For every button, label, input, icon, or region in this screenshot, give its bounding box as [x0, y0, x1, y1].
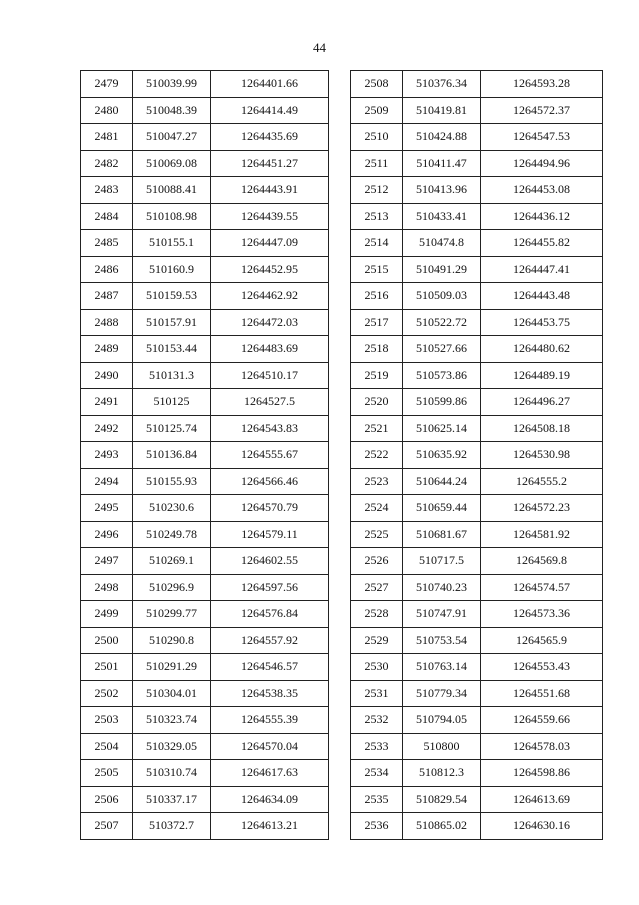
table-row	[81, 150, 329, 177]
y-coordinate-cell: 1264546.57	[211, 654, 329, 681]
point-number-cell: 2494	[81, 468, 133, 495]
table-row	[81, 521, 329, 548]
point-number-cell: 2516	[351, 283, 403, 310]
table-row	[351, 707, 603, 734]
x-coordinate-cell: 510599.86	[403, 389, 481, 416]
point-number-cell: 2484	[81, 203, 133, 230]
table-row	[351, 336, 603, 363]
y-coordinate-cell: 1264508.18	[481, 415, 603, 442]
table-row	[81, 760, 329, 787]
x-coordinate-cell: 510155.1	[133, 230, 211, 257]
y-coordinate-cell: 1264447.09	[211, 230, 329, 257]
point-number-cell: 2524	[351, 495, 403, 522]
table-row	[81, 574, 329, 601]
point-number-cell: 2506	[81, 786, 133, 813]
point-number-cell: 2498	[81, 574, 133, 601]
y-coordinate-cell: 1264630.16	[481, 813, 603, 840]
table-row	[351, 495, 603, 522]
y-coordinate-cell: 1264527.5	[211, 389, 329, 416]
y-coordinate-cell: 1264570.79	[211, 495, 329, 522]
point-number-cell: 2535	[351, 786, 403, 813]
x-coordinate-cell: 510865.02	[403, 813, 481, 840]
x-coordinate-cell: 510794.05	[403, 707, 481, 734]
point-number-cell: 2507	[81, 813, 133, 840]
table-row	[81, 468, 329, 495]
y-coordinate-cell: 1264443.91	[211, 177, 329, 204]
x-coordinate-cell: 510763.14	[403, 654, 481, 681]
y-coordinate-cell: 1264613.21	[211, 813, 329, 840]
y-coordinate-cell: 1264543.83	[211, 415, 329, 442]
y-coordinate-cell: 1264569.8	[481, 548, 603, 575]
y-coordinate-cell: 1264530.98	[481, 442, 603, 469]
y-coordinate-cell: 1264483.69	[211, 336, 329, 363]
point-number-cell: 2493	[81, 442, 133, 469]
y-coordinate-cell: 1264439.55	[211, 203, 329, 230]
y-coordinate-cell: 1264557.92	[211, 627, 329, 654]
x-coordinate-cell: 510290.8	[133, 627, 211, 654]
point-number-cell: 2505	[81, 760, 133, 787]
point-number-cell: 2480	[81, 97, 133, 124]
y-coordinate-cell: 1264453.08	[481, 177, 603, 204]
table-row	[351, 574, 603, 601]
x-coordinate-cell: 510717.5	[403, 548, 481, 575]
y-coordinate-cell: 1264436.12	[481, 203, 603, 230]
y-coordinate-cell: 1264547.53	[481, 124, 603, 151]
table-row	[351, 468, 603, 495]
table-row	[81, 97, 329, 124]
point-number-cell: 2483	[81, 177, 133, 204]
y-coordinate-cell: 1264597.56	[211, 574, 329, 601]
table-row	[351, 177, 603, 204]
y-coordinate-cell: 1264553.43	[481, 654, 603, 681]
x-coordinate-cell: 510269.1	[133, 548, 211, 575]
table-row	[351, 389, 603, 416]
x-coordinate-cell: 510812.3	[403, 760, 481, 787]
table-row	[351, 654, 603, 681]
y-coordinate-cell: 1264538.35	[211, 680, 329, 707]
x-coordinate-cell: 510800	[403, 733, 481, 760]
y-coordinate-cell: 1264570.04	[211, 733, 329, 760]
y-coordinate-cell: 1264494.96	[481, 150, 603, 177]
x-coordinate-cell: 510160.9	[133, 256, 211, 283]
table-row	[81, 442, 329, 469]
table-row	[351, 813, 603, 840]
x-coordinate-cell: 510681.67	[403, 521, 481, 548]
point-number-cell: 2532	[351, 707, 403, 734]
table-row	[351, 627, 603, 654]
y-coordinate-cell: 1264634.09	[211, 786, 329, 813]
x-coordinate-cell: 510291.29	[133, 654, 211, 681]
x-coordinate-cell: 510047.27	[133, 124, 211, 151]
y-coordinate-cell: 1264578.03	[481, 733, 603, 760]
y-coordinate-cell: 1264598.86	[481, 760, 603, 787]
point-number-cell: 2490	[81, 362, 133, 389]
point-number-cell: 2482	[81, 150, 133, 177]
table-row	[81, 389, 329, 416]
table-row	[351, 283, 603, 310]
y-coordinate-cell: 1264472.03	[211, 309, 329, 336]
point-number-cell: 2520	[351, 389, 403, 416]
x-coordinate-cell: 510153.44	[133, 336, 211, 363]
table-row	[351, 521, 603, 548]
point-number-cell: 2489	[81, 336, 133, 363]
point-number-cell: 2519	[351, 362, 403, 389]
table-row	[81, 627, 329, 654]
x-coordinate-cell: 510376.34	[403, 71, 481, 98]
point-number-cell: 2521	[351, 415, 403, 442]
x-coordinate-cell: 510527.66	[403, 336, 481, 363]
x-coordinate-cell: 510125	[133, 389, 211, 416]
table-row	[81, 415, 329, 442]
x-coordinate-cell: 510069.08	[133, 150, 211, 177]
point-number-cell: 2523	[351, 468, 403, 495]
y-coordinate-cell: 1264555.39	[211, 707, 329, 734]
y-coordinate-cell: 1264489.19	[481, 362, 603, 389]
table-row	[351, 548, 603, 575]
table-row	[351, 230, 603, 257]
point-number-cell: 2533	[351, 733, 403, 760]
x-coordinate-cell: 510131.3	[133, 362, 211, 389]
table-row	[81, 71, 329, 98]
point-number-cell: 2529	[351, 627, 403, 654]
y-coordinate-cell: 1264613.69	[481, 786, 603, 813]
point-number-cell: 2515	[351, 256, 403, 283]
y-coordinate-cell: 1264555.2	[481, 468, 603, 495]
point-number-cell: 2501	[81, 654, 133, 681]
point-number-cell: 2496	[81, 521, 133, 548]
point-number-cell: 2528	[351, 601, 403, 628]
point-number-cell: 2527	[351, 574, 403, 601]
x-coordinate-cell: 510424.88	[403, 124, 481, 151]
table-row	[81, 256, 329, 283]
coordinates-table-right	[350, 70, 603, 840]
y-coordinate-cell: 1264559.66	[481, 707, 603, 734]
table-row	[351, 309, 603, 336]
point-number-cell: 2534	[351, 760, 403, 787]
table-row	[81, 495, 329, 522]
point-number-cell: 2530	[351, 654, 403, 681]
point-number-cell: 2517	[351, 309, 403, 336]
x-coordinate-cell: 510125.74	[133, 415, 211, 442]
x-coordinate-cell: 510337.17	[133, 786, 211, 813]
table-row	[81, 733, 329, 760]
point-number-cell: 2522	[351, 442, 403, 469]
x-coordinate-cell: 510644.24	[403, 468, 481, 495]
x-coordinate-cell: 510635.92	[403, 442, 481, 469]
point-number-cell: 2525	[351, 521, 403, 548]
y-coordinate-cell: 1264452.95	[211, 256, 329, 283]
table-row	[351, 71, 603, 98]
table-row	[351, 256, 603, 283]
table-row	[81, 177, 329, 204]
point-number-cell: 2502	[81, 680, 133, 707]
y-coordinate-cell: 1264579.11	[211, 521, 329, 548]
point-number-cell: 2495	[81, 495, 133, 522]
point-number-cell: 2511	[351, 150, 403, 177]
x-coordinate-cell: 510491.29	[403, 256, 481, 283]
point-number-cell: 2485	[81, 230, 133, 257]
y-coordinate-cell: 1264496.27	[481, 389, 603, 416]
x-coordinate-cell: 510159.53	[133, 283, 211, 310]
x-coordinate-cell: 510230.6	[133, 495, 211, 522]
y-coordinate-cell: 1264566.46	[211, 468, 329, 495]
table-row	[351, 442, 603, 469]
x-coordinate-cell: 510299.77	[133, 601, 211, 628]
point-number-cell: 2500	[81, 627, 133, 654]
y-coordinate-cell: 1264443.48	[481, 283, 603, 310]
x-coordinate-cell: 510433.41	[403, 203, 481, 230]
x-coordinate-cell: 510413.96	[403, 177, 481, 204]
point-number-cell: 2499	[81, 601, 133, 628]
x-coordinate-cell: 510108.98	[133, 203, 211, 230]
y-coordinate-cell: 1264555.67	[211, 442, 329, 469]
y-coordinate-cell: 1264551.68	[481, 680, 603, 707]
table-row	[81, 124, 329, 151]
point-number-cell: 2518	[351, 336, 403, 363]
table-row	[351, 203, 603, 230]
x-coordinate-cell: 510310.74	[133, 760, 211, 787]
y-coordinate-cell: 1264573.36	[481, 601, 603, 628]
y-coordinate-cell: 1264510.17	[211, 362, 329, 389]
x-coordinate-cell: 510411.47	[403, 150, 481, 177]
x-coordinate-cell: 510155.93	[133, 468, 211, 495]
table-row	[81, 283, 329, 310]
table-row	[81, 230, 329, 257]
point-number-cell: 2488	[81, 309, 133, 336]
point-number-cell: 2531	[351, 680, 403, 707]
table-row	[81, 203, 329, 230]
x-coordinate-cell: 510829.54	[403, 786, 481, 813]
x-coordinate-cell: 510779.34	[403, 680, 481, 707]
table-row	[351, 760, 603, 787]
table-row	[81, 336, 329, 363]
y-coordinate-cell: 1264435.69	[211, 124, 329, 151]
x-coordinate-cell: 510048.39	[133, 97, 211, 124]
y-coordinate-cell: 1264455.82	[481, 230, 603, 257]
table-row	[81, 309, 329, 336]
x-coordinate-cell: 510329.05	[133, 733, 211, 760]
x-coordinate-cell: 510740.23	[403, 574, 481, 601]
y-coordinate-cell: 1264565.9	[481, 627, 603, 654]
point-number-cell: 2514	[351, 230, 403, 257]
y-coordinate-cell: 1264574.57	[481, 574, 603, 601]
table-row	[351, 362, 603, 389]
x-coordinate-cell: 510296.9	[133, 574, 211, 601]
y-coordinate-cell: 1264602.55	[211, 548, 329, 575]
table-row	[81, 680, 329, 707]
y-coordinate-cell: 1264447.41	[481, 256, 603, 283]
table-row	[351, 415, 603, 442]
table-row	[81, 654, 329, 681]
x-coordinate-cell: 510747.91	[403, 601, 481, 628]
table-row	[81, 548, 329, 575]
table-row	[351, 786, 603, 813]
y-coordinate-cell: 1264414.49	[211, 97, 329, 124]
x-coordinate-cell: 510509.03	[403, 283, 481, 310]
point-number-cell: 2479	[81, 71, 133, 98]
table-row	[81, 707, 329, 734]
y-coordinate-cell: 1264593.28	[481, 71, 603, 98]
table-row	[351, 97, 603, 124]
x-coordinate-cell: 510522.72	[403, 309, 481, 336]
point-number-cell: 2497	[81, 548, 133, 575]
page-number: 44	[313, 40, 326, 55]
y-coordinate-cell: 1264572.23	[481, 495, 603, 522]
x-coordinate-cell: 510372.7	[133, 813, 211, 840]
point-number-cell: 2508	[351, 71, 403, 98]
y-coordinate-cell: 1264453.75	[481, 309, 603, 336]
x-coordinate-cell: 510249.78	[133, 521, 211, 548]
table-row	[351, 601, 603, 628]
point-number-cell: 2492	[81, 415, 133, 442]
y-coordinate-cell: 1264572.37	[481, 97, 603, 124]
x-coordinate-cell: 510625.14	[403, 415, 481, 442]
point-number-cell: 2504	[81, 733, 133, 760]
y-coordinate-cell: 1264480.62	[481, 336, 603, 363]
point-number-cell: 2481	[81, 124, 133, 151]
y-coordinate-cell: 1264451.27	[211, 150, 329, 177]
x-coordinate-cell: 510323.74	[133, 707, 211, 734]
x-coordinate-cell: 510304.01	[133, 680, 211, 707]
point-number-cell: 2487	[81, 283, 133, 310]
table-row	[81, 813, 329, 840]
table-row	[81, 362, 329, 389]
table-row	[351, 150, 603, 177]
y-coordinate-cell: 1264576.84	[211, 601, 329, 628]
x-coordinate-cell: 510419.81	[403, 97, 481, 124]
point-number-cell: 2510	[351, 124, 403, 151]
y-coordinate-cell: 1264462.92	[211, 283, 329, 310]
x-coordinate-cell: 510157.91	[133, 309, 211, 336]
point-number-cell: 2536	[351, 813, 403, 840]
y-coordinate-cell: 1264617.63	[211, 760, 329, 787]
x-coordinate-cell: 510659.44	[403, 495, 481, 522]
point-number-cell: 2486	[81, 256, 133, 283]
x-coordinate-cell: 510088.41	[133, 177, 211, 204]
table-row	[351, 680, 603, 707]
table-row	[81, 786, 329, 813]
y-coordinate-cell: 1264581.92	[481, 521, 603, 548]
coordinates-table-left	[80, 70, 329, 840]
table-row	[351, 124, 603, 151]
point-number-cell: 2509	[351, 97, 403, 124]
x-coordinate-cell: 510573.86	[403, 362, 481, 389]
x-coordinate-cell: 510039.99	[133, 71, 211, 98]
x-coordinate-cell: 510136.84	[133, 442, 211, 469]
point-number-cell: 2503	[81, 707, 133, 734]
y-coordinate-cell: 1264401.66	[211, 71, 329, 98]
x-coordinate-cell: 510753.54	[403, 627, 481, 654]
point-number-cell: 2512	[351, 177, 403, 204]
point-number-cell: 2513	[351, 203, 403, 230]
point-number-cell: 2526	[351, 548, 403, 575]
table-row	[351, 733, 603, 760]
x-coordinate-cell: 510474.8	[403, 230, 481, 257]
point-number-cell: 2491	[81, 389, 133, 416]
table-row	[81, 601, 329, 628]
